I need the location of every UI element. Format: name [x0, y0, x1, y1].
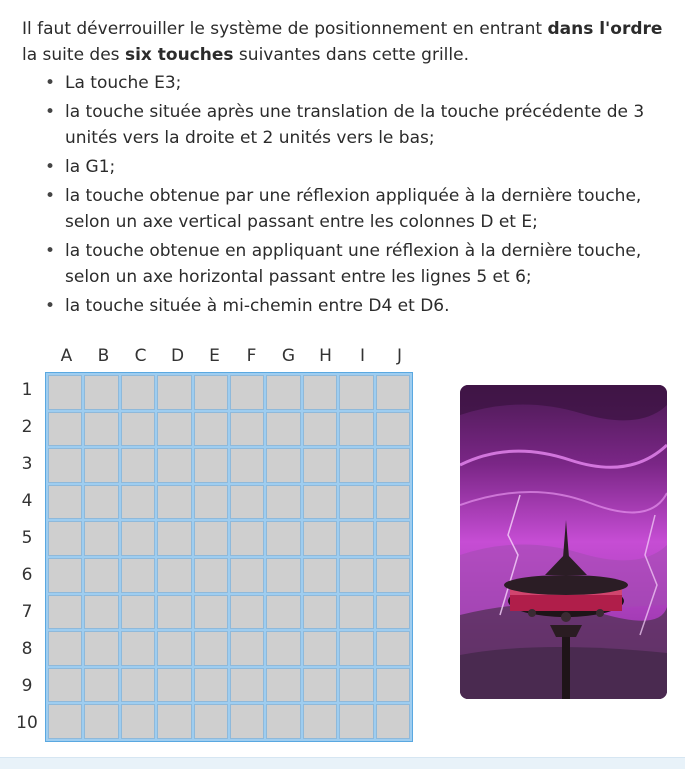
grid-key-d6[interactable]	[157, 558, 191, 593]
grid-key-f8[interactable]	[230, 631, 264, 666]
grid-key-a5[interactable]	[48, 521, 82, 556]
row-header: 4	[21, 491, 33, 511]
grid-key-b8[interactable]	[84, 631, 118, 666]
grid-key-d3[interactable]	[157, 448, 191, 483]
grid-key-e1[interactable]	[194, 375, 228, 410]
grid-key-h1[interactable]	[303, 375, 337, 410]
grid-key-c2[interactable]	[121, 412, 155, 447]
tower-illustration	[460, 385, 667, 699]
grid-key-e8[interactable]	[194, 631, 228, 666]
grid-key-c7[interactable]	[121, 595, 155, 630]
grid-key-c10[interactable]	[121, 704, 155, 739]
grid-key-a3[interactable]	[48, 448, 82, 483]
step-item: • la touche située après une translation de la touche précédente de 3 unités vers la droite et 2 unités vers le bas;	[45, 99, 672, 151]
grid-key-j7[interactable]	[376, 595, 410, 630]
grid-key-a2[interactable]	[48, 412, 82, 447]
grid-key-b6[interactable]	[84, 558, 118, 593]
row-header: 7	[21, 602, 33, 622]
grid-key-e10[interactable]	[194, 704, 228, 739]
grid-key-b9[interactable]	[84, 668, 118, 703]
row-header: 3	[21, 454, 33, 474]
row-header: 8	[21, 639, 33, 659]
grid-key-h4[interactable]	[303, 485, 337, 520]
grid-key-g5[interactable]	[266, 521, 300, 556]
row-header: 6	[21, 565, 33, 585]
step-item: • la G1;	[45, 154, 672, 180]
row-header: 5	[21, 528, 33, 548]
grid-key-i3[interactable]	[339, 448, 373, 483]
grid-key-i6[interactable]	[339, 558, 373, 593]
grid-key-d2[interactable]	[157, 412, 191, 447]
grid-key-i5[interactable]	[339, 521, 373, 556]
tower-illustration-icon	[460, 385, 667, 699]
column-headers	[48, 344, 418, 368]
grid-key-f9[interactable]	[230, 668, 264, 703]
step-item: • La touche E3;	[45, 70, 672, 96]
grid-key-a9[interactable]	[48, 668, 82, 703]
grid-key-g1[interactable]	[266, 375, 300, 410]
grid-key-b2[interactable]	[84, 412, 118, 447]
grid-key-g4[interactable]	[266, 485, 300, 520]
grid-key-h2[interactable]	[303, 412, 337, 447]
grid-key-c6[interactable]	[121, 558, 155, 593]
grid-key-c8[interactable]	[121, 631, 155, 666]
grid-key-f2[interactable]	[230, 412, 264, 447]
grid-key-h7[interactable]	[303, 595, 337, 630]
grid-key-e6[interactable]	[194, 558, 228, 593]
grid-key-e3[interactable]	[194, 448, 228, 483]
grid-key-h5[interactable]	[303, 521, 337, 556]
grid-key-e7[interactable]	[194, 595, 228, 630]
row-header: 1	[21, 380, 33, 400]
grid-key-c1[interactable]	[121, 375, 155, 410]
grid-key-g7[interactable]	[266, 595, 300, 630]
grid-key-i10[interactable]	[339, 704, 373, 739]
grid-key-a6[interactable]	[48, 558, 82, 593]
grid-key-i9[interactable]	[339, 668, 373, 703]
grid-key-i2[interactable]	[339, 412, 373, 447]
grid-key-e5[interactable]	[194, 521, 228, 556]
column-header: I	[359, 346, 365, 366]
grid-key-a7[interactable]	[48, 595, 82, 630]
grid-key-g9[interactable]	[266, 668, 300, 703]
grid-key-b4[interactable]	[84, 485, 118, 520]
grid-key-f10[interactable]	[230, 704, 264, 739]
column-header: B	[97, 346, 110, 366]
grid-key-i8[interactable]	[339, 631, 373, 666]
grid-key-g2[interactable]	[266, 412, 300, 447]
grid-key-f4[interactable]	[230, 485, 264, 520]
grid-key-e4[interactable]	[194, 485, 228, 520]
bottom-bar	[0, 757, 685, 769]
grid-key-f3[interactable]	[230, 448, 264, 483]
grid-key-h8[interactable]	[303, 631, 337, 666]
grid-key-d8[interactable]	[157, 631, 191, 666]
column-header: J	[396, 346, 402, 366]
grid-key-a10[interactable]	[48, 704, 82, 739]
grid-key-j3[interactable]	[376, 448, 410, 483]
steps-list	[22, 70, 672, 319]
grid-key-j5[interactable]	[376, 521, 410, 556]
grid-key-c5[interactable]	[121, 521, 155, 556]
grid-key-j2[interactable]	[376, 412, 410, 447]
grid-key-j6[interactable]	[376, 558, 410, 593]
instructions	[22, 16, 672, 322]
grid-key-f7[interactable]	[230, 595, 264, 630]
step-item: • la touche obtenue en appliquant une réflexion à la dernière touche, selon un axe horizontal passant entre les lignes 5 et 6;	[45, 238, 672, 290]
step-item: • la touche obtenue par une réflexion appliquée à la dernière touche, selon un axe vertical passant entre les colonnes D et E;	[45, 183, 672, 235]
grid-key-g6[interactable]	[266, 558, 300, 593]
grid-key-h9[interactable]	[303, 668, 337, 703]
grid-key-b10[interactable]	[84, 704, 118, 739]
grid-key-a1[interactable]	[48, 375, 82, 410]
column-header: E	[209, 346, 220, 366]
grid-key-b1[interactable]	[84, 375, 118, 410]
grid-key-d4[interactable]	[157, 485, 191, 520]
grid-key-i7[interactable]	[339, 595, 373, 630]
keypad-grid	[45, 372, 413, 742]
grid-key-g3[interactable]	[266, 448, 300, 483]
row-headers	[12, 372, 42, 742]
grid-key-c4[interactable]	[121, 485, 155, 520]
column-header: A	[60, 346, 73, 366]
grid-key-d9[interactable]	[157, 668, 191, 703]
grid-key-j4[interactable]	[376, 485, 410, 520]
column-header: G	[281, 346, 296, 366]
column-header: H	[319, 346, 332, 366]
grid-key-b7[interactable]	[84, 595, 118, 630]
grid-key-d10[interactable]	[157, 704, 191, 739]
intro-text: Il faut déverrouiller le système de positionnement en entrant dans l'ordre la suite des six touches suivantes dans cette grille.	[22, 19, 663, 65]
grid-key-d1[interactable]	[157, 375, 191, 410]
grid-key-j10[interactable]	[376, 704, 410, 739]
row-header: 2	[21, 417, 33, 437]
row-header: 9	[21, 676, 33, 696]
grid-key-e2[interactable]	[194, 412, 228, 447]
grid-key-i1[interactable]	[339, 375, 373, 410]
grid-key-j9[interactable]	[376, 668, 410, 703]
column-header: D	[170, 346, 185, 366]
grid-key-g10[interactable]	[266, 704, 300, 739]
grid-key-e9[interactable]	[194, 668, 228, 703]
grid-key-f1[interactable]	[230, 375, 264, 410]
grid-key-i4[interactable]	[339, 485, 373, 520]
grid-key-h10[interactable]	[303, 704, 337, 739]
grid-key-g8[interactable]	[266, 631, 300, 666]
grid-key-b5[interactable]	[84, 521, 118, 556]
grid-key-f6[interactable]	[230, 558, 264, 593]
row-header: 10	[16, 713, 38, 733]
grid-key-h3[interactable]	[303, 448, 337, 483]
step-item: • la touche située à mi-chemin entre D4 et D6.	[45, 293, 672, 319]
grid-key-b3[interactable]	[84, 448, 118, 483]
grid-key-h6[interactable]	[303, 558, 337, 593]
grid-key-c9[interactable]	[121, 668, 155, 703]
grid-key-d5[interactable]	[157, 521, 191, 556]
grid-key-j8[interactable]	[376, 631, 410, 666]
grid-key-f5[interactable]	[230, 521, 264, 556]
column-header: C	[134, 346, 147, 366]
grid-key-c3[interactable]	[121, 448, 155, 483]
grid-key-a8[interactable]	[48, 631, 82, 666]
grid-key-d7[interactable]	[157, 595, 191, 630]
grid-key-a4[interactable]	[48, 485, 82, 520]
column-header: F	[246, 346, 257, 366]
grid-key-j1[interactable]	[376, 375, 410, 410]
